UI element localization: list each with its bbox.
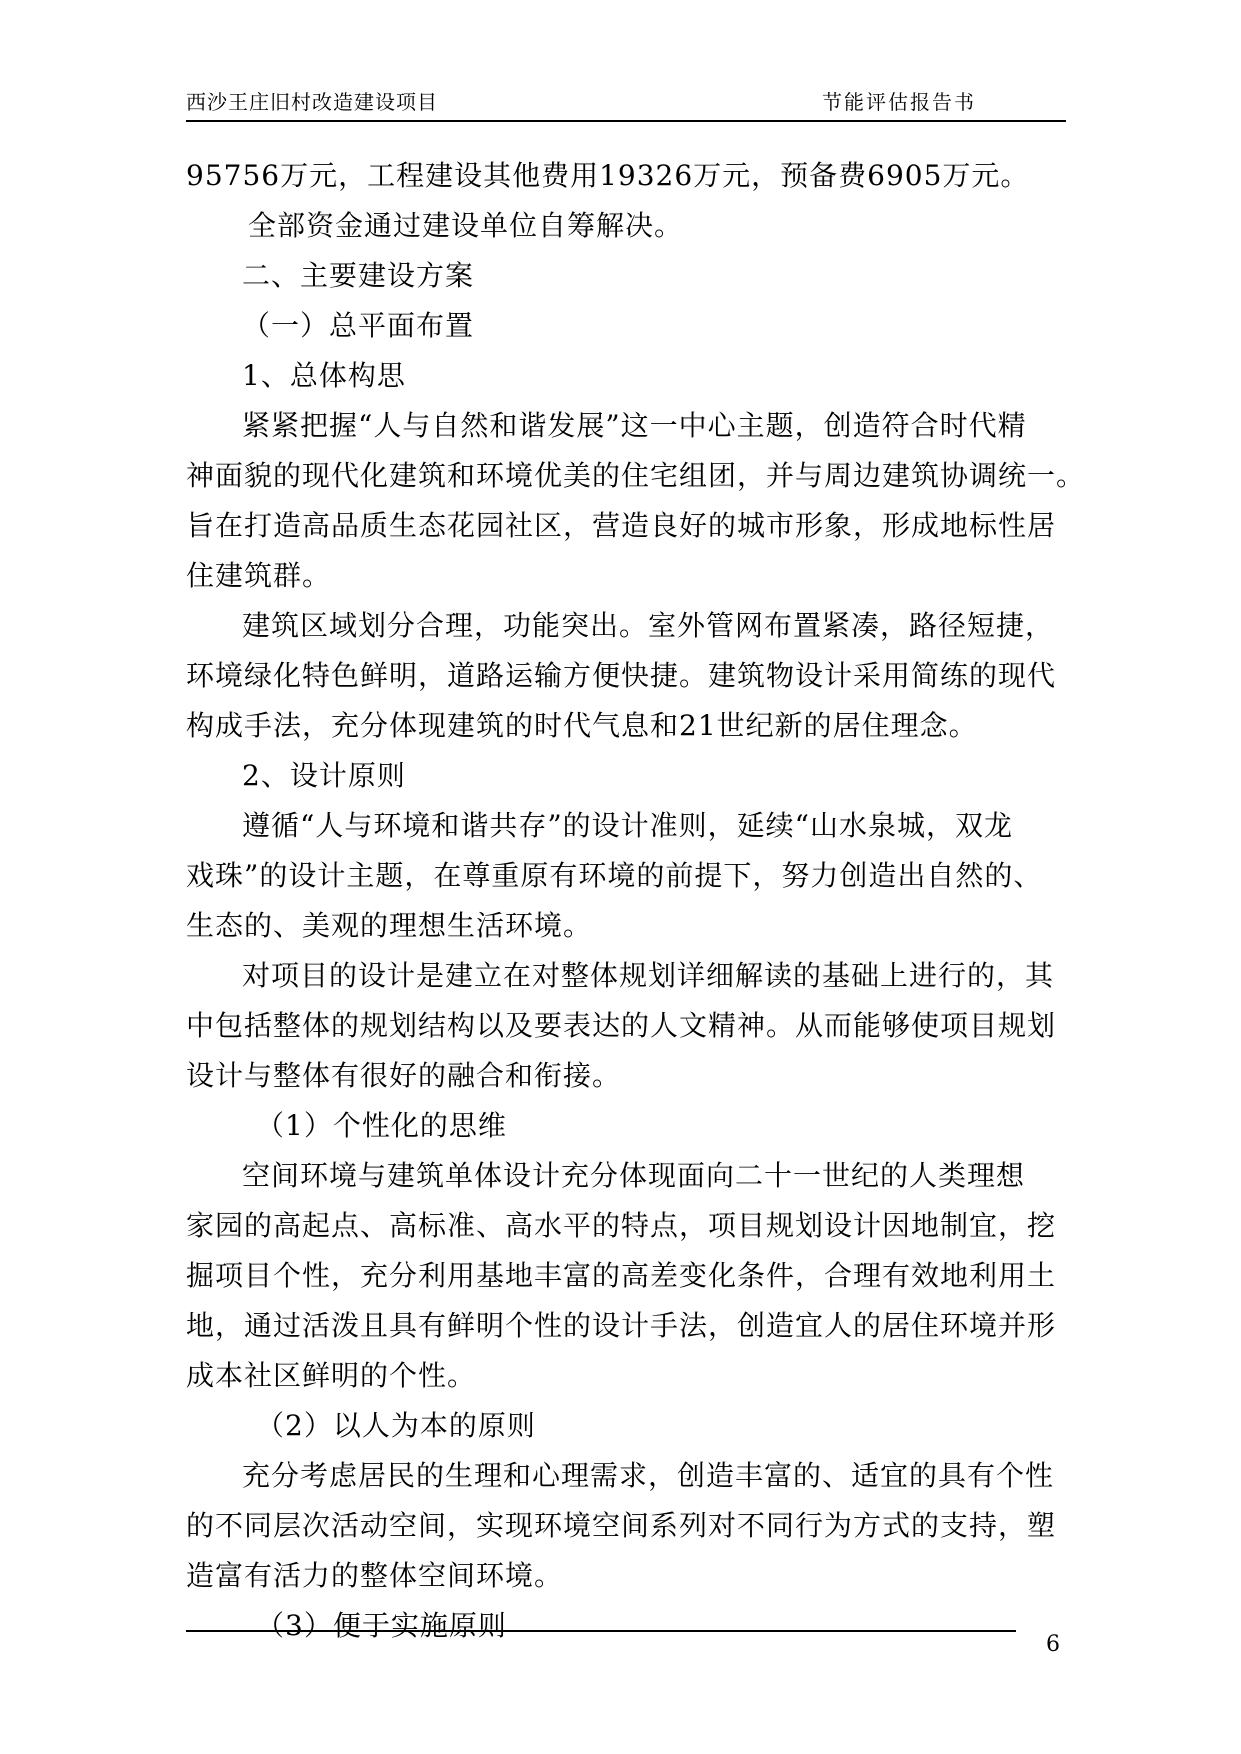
text-line: 的不同层次活动空间，实现环境空间系列对不同行为方式的支持，塑 <box>186 1509 1057 1542</box>
text-line: 全部资金通过建设单位自筹解决。 <box>248 209 684 242</box>
text-line: 成本社区鲜明的个性。 <box>186 1359 477 1392</box>
text-line: 遵循“人与环境和谐共存”的设计准则，延续“山水泉城，双龙 <box>242 809 1013 842</box>
text-line: 生态的、美观的理想生活环境。 <box>186 909 593 942</box>
header-project-title: 西沙王庄旧村改造建设项目 <box>186 90 438 114</box>
text-line: 中包括整体的规划结构以及要表达的人文精神。从而能够使项目规划 <box>186 1009 1057 1042</box>
text-line: 构成手法，充分体现建筑的时代气息和21世纪新的居住理念。 <box>186 709 978 742</box>
item-heading: （3）便于实施原则 <box>256 1609 507 1642</box>
text-line: 环境绿化特色鲜明，道路运输方便快捷。建筑物设计采用简练的现代 <box>186 659 1057 692</box>
text-line: 住建筑群。 <box>186 559 332 592</box>
item-heading: 1、总体构思 <box>242 359 406 392</box>
text-line: 对项目的设计是建立在对整体规划详细解读的基础上进行的，其 <box>242 959 1055 992</box>
text-line: 设计与整体有很好的融合和衔接。 <box>186 1059 622 1092</box>
text-line: 充分考虑居民的生理和心理需求，创造丰富的、适宜的具有个性 <box>242 1459 1055 1492</box>
text-line: 掘项目个性，充分利用基地丰富的高差变化条件，合理有效地利用土 <box>186 1259 1057 1292</box>
text-line: 造富有活力的整体空间环境。 <box>186 1559 564 1592</box>
page-number: 6 <box>1046 1632 1060 1657</box>
item-heading: （2）以人为本的原则 <box>256 1409 536 1442</box>
text-line: 旨在打造高品质生态花园社区，营造良好的城市形象，形成地标性居 <box>186 509 1057 542</box>
footer-rule <box>186 1630 1016 1632</box>
text-line: 空间环境与建筑单体设计充分体现面向二十一世纪的人类理想 <box>242 1159 1026 1192</box>
text-line: 神面貌的现代化建筑和环境优美的住宅组团，并与周边建筑协调统一。 <box>186 459 1086 492</box>
text-line: 戏珠”的设计主题，在尊重原有环境的前提下，努力创造出自然的、 <box>186 859 1043 892</box>
text-line: 家园的高起点、高标准、高水平的特点，项目规划设计因地制宜，挖 <box>186 1209 1057 1242</box>
text-line: 建筑区域划分合理，功能突出。室外管网布置紧凑，路径短捷， <box>242 609 1055 642</box>
page-header <box>186 82 1066 122</box>
subsection-heading: （一）总平面布置 <box>242 309 475 342</box>
item-heading: 2、设计原则 <box>242 759 406 792</box>
body-text <box>186 151 1086 1651</box>
text-line: 紧紧把握“人与自然和谐发展”这一中心主题，创造符合时代精 <box>242 409 1027 442</box>
text-line: 地，通过活泼且具有鲜明个性的设计手法，创造宜人的居住环境并形 <box>186 1309 1057 1342</box>
item-heading: （1）个性化的思维 <box>256 1109 507 1142</box>
section-heading: 二、主要建设方案 <box>242 259 475 292</box>
header-report-title: 节能评估报告书 <box>822 90 976 114</box>
text-line: 95756万元，工程建设其他费用19326万元，预备费6905万元。 <box>186 159 1030 192</box>
